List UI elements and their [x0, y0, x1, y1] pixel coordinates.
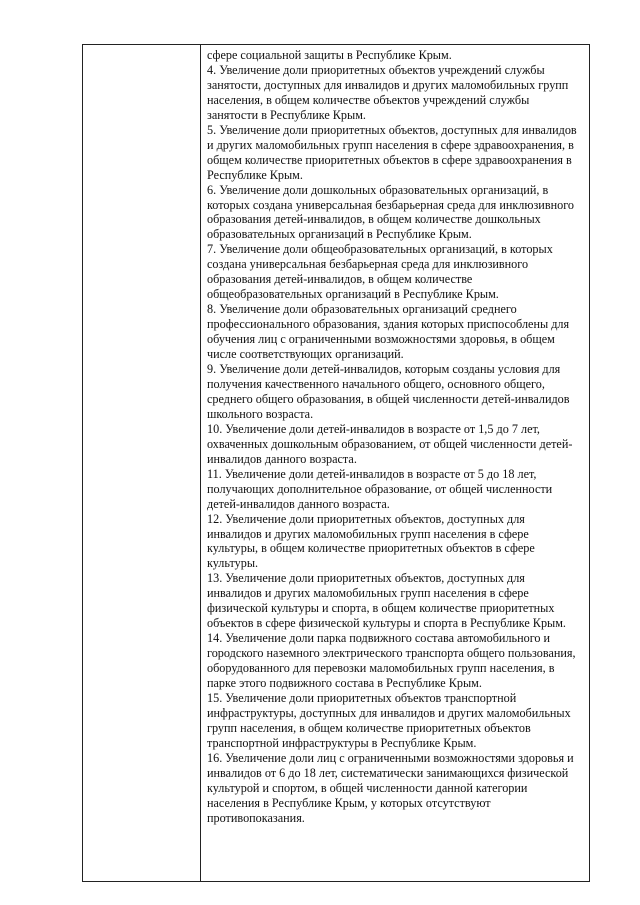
list-item: 12. Увеличение доли приоритетных объектов, доступных для инвалидов и других маломобильных групп населения в сфере культуры, в общем количестве приоритетных объектов в сфере культуры.: [207, 511, 535, 571]
list-item: 7. Увеличение доли общеобразовательных организаций, в которых создана универсальная безбарьерная среда для инклюзивного образования детей-инвалидов, в общем количестве общеобразовательных организаций в Республике Крым.: [207, 242, 553, 302]
list-item: 9. Увеличение доли детей-инвалидов, которым созданы условия для получения качественного начального общего, основного общего, среднего общего образования, в общей численности детей-инвалидов школьного возраста.: [207, 362, 570, 421]
list-item: 13. Увеличение доли приоритетных объектов, доступных для инвалидов и других маломобильных групп населения в сфере физической культуры и спорта, в общем количестве приоритетных объектов в сфере физической культуры и спорта в Республике Крым.: [207, 571, 566, 631]
indicator-table: [82, 44, 590, 882]
list-item: 11. Увеличение доли детей-инвалидов в возрасте от 5 до 18 лет, получающих дополнительное образование, от общей численности детей-инвалидов данного возраста.: [207, 466, 553, 511]
list-item: 10. Увеличение доли детей-инвалидов в возрасте от 1,5 до 7 лет, охваченных дошкольным образованием, от общей численности детей-инвалидов данного возраста.: [207, 421, 573, 466]
list-item: 4. Увеличение доли приоритетных объектов учреждений службы занятости, доступных для инвалидов и других маломобильных групп населения, в общем количестве объектов учреждений службы занятости в Республике Крым.: [207, 62, 569, 122]
list-item: 6. Увеличение доли дошкольных образовательных организаций, в которых создана универсальная безбарьерная среда для инклюзивного образования детей-инвалидов, в общем количестве дошкольных образовательных организаций в Республике Крым.: [207, 182, 574, 242]
list-item: 14. Увеличение доли парка подвижного состава автомобильного и городского наземного электрического транспорта общего пользования, оборудованного для перевозки маломобильных групп населения, в парке этого подвижного состава в Республике Крым.: [207, 631, 576, 691]
list-item: 15. Увеличение доли приоритетных объектов транспортной инфраструктуры, доступных для инвалидов и других маломобильных групп населения, в общем количестве приоритетных объектов транспортной инфраструктуры в Республике Крым.: [207, 690, 571, 750]
list-item: 16. Увеличение доли лиц с ограниченными возможностями здоровья и инвалидов от 6 до 18 лет, систематически занимающихся физической культурой и спортом, в общей численности данной категории населения в Республике Крым, у которых отсутствуют противопоказания.: [207, 750, 574, 825]
list-item: сфере социальной защиты в Республике Крым.: [207, 48, 452, 62]
table-right-cell: [201, 45, 589, 881]
list-item: 8. Увеличение доли образовательных организаций среднего профессионального образования, здания которых приспособлены для обучения лиц с ограниченными возможностями здоровья, в общем числе соответствующих организаций.: [207, 302, 570, 362]
list-item: 5. Увеличение доли приоритетных объектов, доступных для инвалидов и других маломобильных групп населения в сфере здравоохранения, в общем количестве приоритетных объектов в сфере здравоохранения в Республике Крым.: [207, 122, 577, 182]
table-left-cell: [83, 45, 201, 881]
